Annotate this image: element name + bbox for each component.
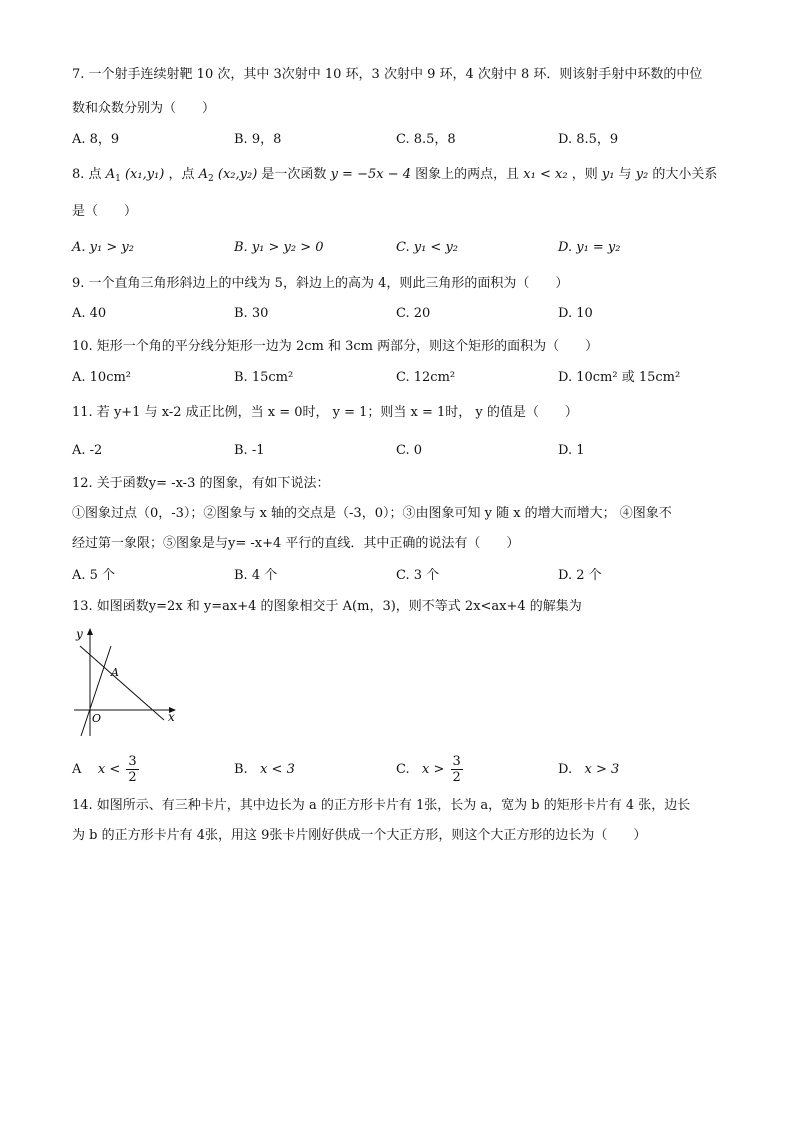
q12-stem-line3: 经过第一象限；⑤图象是与y= -x+4 平行的直线．其中正确的说法有（ ） (72, 536, 520, 551)
q14-stem-line1: 14. 如图所示、有三种卡片，其中边长为 a 的正方形卡片有 1张，长为 a，宽为 b 的矩形卡片有 4 张，边长 (72, 798, 691, 813)
q12-options (72, 564, 732, 588)
q13-option-c-numerator: 3 (452, 754, 461, 769)
q9-option-b[interactable]: B. 30 (234, 306, 269, 321)
q13-option-c-prefix: C. (396, 762, 410, 777)
q12-option-c[interactable]: C. 3 个 (396, 568, 440, 583)
q11-option-d[interactable]: D. 1 (558, 443, 585, 458)
q11-options (72, 439, 732, 463)
q13-option-d-text: x > 3 (584, 762, 620, 777)
q13-option-b-text: x < 3 (260, 762, 295, 777)
q10-stem-line1: 10. 矩形一个角的平分线分矩形一边为 2cm 和 3cm 两部分，则这个矩形的面积为（ ） (72, 339, 599, 354)
q8-text-3: 图象上的两点，且 (415, 167, 520, 182)
q8-stem-line1: 8. 点 $A_1$ (x₁,y₁) ，点 $A_2$ (x₂,y₂) 是一次函数 y = −5x − 4 图象上的两点，且 x₁ < x₂ ，则 y₁ 与 y₂ 的大小关系 (72, 167, 718, 184)
q11-option-c[interactable]: C. 0 (396, 443, 423, 458)
q8-point-a1-label: A (105, 167, 116, 182)
q12-option-a[interactable]: A. 5 个 (72, 568, 116, 583)
q8-option-c[interactable]: C. y₁ < y₂ (396, 240, 459, 255)
q13-x-axis-label: x (168, 710, 175, 724)
q13-line-y-ax-plus-4 (80, 646, 164, 720)
q7-stem-line1: 7. 一个射手连续射靶 10 次，其中 3次射中 10 环，3 次射中 9 环，4 次射中 8 环．则该射手射中环数的中位 (72, 67, 703, 82)
q12-stem-line2: ①图象过点（0，-3）；②图象与 x 轴的交点是（-3，0）；③由图象可知 y 随 x 的增大而增大； ④图象不 (72, 506, 672, 521)
q8-option-d[interactable]: D. y₁ = y₂ (558, 240, 621, 255)
q10-option-a[interactable]: A. 10cm² (72, 370, 132, 385)
q13-option-a-denominator: 2 (128, 770, 137, 785)
q10-option-b[interactable]: B. 15cm² (234, 370, 294, 385)
q8-option-a[interactable]: A. y₁ > y₂ (72, 240, 134, 255)
q9-option-c[interactable]: C. 20 (396, 306, 431, 321)
q8-text-5: 与 (618, 167, 632, 182)
q8-number: 8. 点 (72, 167, 102, 182)
q8-point-a2-label: A (198, 167, 209, 182)
q13-option-b-prefix: B. (234, 762, 248, 777)
q7-option-d[interactable]: D. 8.5，9 (558, 132, 619, 147)
q7-stem-line2: 数和众数分别为（ ） (72, 101, 216, 116)
q8-point-a2-coord: (x₂,y₂) (217, 167, 258, 182)
q9-option-d[interactable]: D. 10 (558, 306, 593, 321)
q11-option-a[interactable]: A. -2 (72, 443, 103, 458)
q13-option-a[interactable] (72, 750, 141, 790)
q8-y1: y₁ (601, 167, 615, 182)
q14-stem-line2: 为 b 的正方形卡片有 4张，用这 9张卡片刚好供成一个大正方形，则这个大正方形的边长为（ ） (72, 828, 647, 843)
q13-option-d-prefix: D. (558, 762, 573, 777)
q13-point-a-label: A (111, 666, 119, 679)
q13-option-a-numerator: 3 (128, 754, 137, 769)
q10-option-d[interactable]: D. 10cm² 或 15cm² (558, 370, 681, 385)
q7-option-a[interactable]: A. 8，9 (72, 132, 120, 147)
q8-text-2: 是一次函数 (261, 167, 327, 182)
q13-y-axis-arrow (87, 628, 93, 635)
q8-point-a1-coord: (x₁,y₁) (124, 167, 165, 182)
q7-options (72, 128, 732, 152)
q9-option-a[interactable]: A. 40 (72, 306, 107, 321)
q8-condition: x₁ < x₂ (523, 167, 568, 182)
q12-option-d[interactable]: D. 2 个 (558, 568, 602, 583)
q8-y2: y₂ (635, 167, 649, 182)
q10-option-c[interactable]: C. 12cm² (396, 370, 456, 385)
q8-options (72, 236, 732, 260)
q9-stem-line1: 9. 一个直角三角形斜边上的中线为 5，斜边上的高为 4，则此三角形的面积为（ ） (72, 276, 569, 291)
q8-function: y = −5x − 4 (330, 167, 411, 182)
q13-function-graph (68, 624, 188, 742)
q8-text-1: ，点 (168, 167, 195, 182)
q13-option-a-lhs: x < (97, 762, 121, 777)
q8-text-6: 的大小关系 (652, 167, 718, 182)
q8-text-4: ，则 (571, 167, 598, 182)
q13-options (72, 750, 732, 790)
q13-option-b[interactable] (234, 750, 295, 790)
q13-y-axis-label: y (76, 627, 83, 641)
q12-stem-line1: 12. 关于函数y= -x-3 的图象，有如下说法： (72, 476, 330, 491)
q13-option-c-fraction (451, 755, 463, 784)
q13-stem-line1: 13. 如图函数y=2x 和 y=ax+4 的图象相交于 A(m，3)，则不等式 2x<ax+4 的解集为 (72, 599, 582, 614)
q11-stem-line1: 11. 若 y+1 与 x-2 成正比例，当 x = 0时， y = 1；则当 x = 1时， y 的值是（ ） (72, 405, 578, 420)
q13-origin-label: O (92, 712, 102, 725)
q13-option-c-denominator: 2 (452, 770, 461, 785)
q8-option-b[interactable]: B. y₁ > y₂ > 0 (234, 240, 324, 255)
q9-options (72, 302, 732, 326)
q13-option-d[interactable] (558, 750, 619, 790)
q13-option-c-lhs: x > (422, 762, 445, 777)
q7-option-b[interactable]: B. 9，8 (234, 132, 282, 147)
q11-option-b[interactable]: B. -1 (234, 443, 265, 458)
q10-options (72, 366, 732, 390)
q7-option-c[interactable]: C. 8.5，8 (396, 132, 456, 147)
q13-option-a-fraction (126, 755, 138, 784)
q13-option-a-prefix: A (72, 762, 82, 777)
q13-option-c[interactable] (396, 750, 465, 790)
q8-stem-line2: 是（ ） (72, 204, 138, 219)
q12-option-b[interactable]: B. 4 个 (234, 568, 278, 583)
